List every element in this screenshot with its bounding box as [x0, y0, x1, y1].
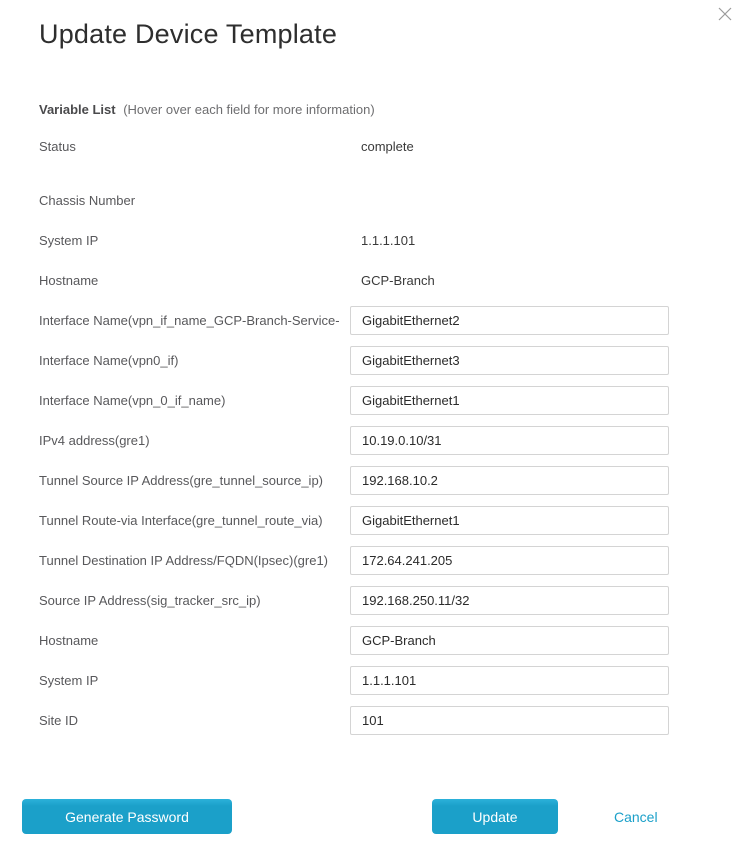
field-input-ipv4-address-gre1[interactable] [350, 426, 669, 455]
field-value-col [350, 666, 669, 695]
field-label-vpn-if-name: Interface Name(vpn_if_name_GCP-Branch-Service- [39, 312, 340, 328]
field-value-col [350, 426, 669, 455]
field-value-col [350, 706, 669, 735]
form-row-gre-tunnel-route-via [39, 500, 669, 540]
field-label-vpn0-if: Interface Name(vpn0_if) [39, 352, 179, 368]
field-input-hostname[interactable] [350, 626, 669, 655]
field-value-col [350, 273, 669, 288]
variable-list-heading: Variable List [39, 102, 116, 117]
form-row-vpn-if-name [39, 300, 669, 340]
field-label-sig-tracker-src-ip: Source IP Address(sig_tracker_src_ip) [39, 592, 261, 608]
form-row-tunnel-destination [39, 540, 669, 580]
dialog-footer [0, 799, 752, 834]
form-row-vpn0-if [39, 340, 669, 380]
form-row-gre-tunnel-source-ip [39, 460, 669, 500]
field-value-col [350, 626, 669, 655]
field-value-col [350, 306, 669, 335]
field-static-value-hostname-readonly: GCP-Branch [361, 272, 435, 288]
close-icon[interactable] [717, 6, 733, 22]
variable-list-header [39, 102, 375, 117]
field-label-chassis-number: Chassis Number [39, 192, 136, 208]
field-value-col [350, 546, 669, 575]
form-row-sig-tracker-src-ip [39, 580, 669, 620]
field-label-gre-tunnel-route-via: Tunnel Route-via Interface(gre_tunnel_route_via) [39, 512, 323, 528]
form-row-chassis-number [39, 180, 669, 220]
field-label-ipv4-address-gre1: IPv4 address(gre1) [39, 432, 150, 448]
field-label-tunnel-destination: Tunnel Destination IP Address/FQDN(Ipsec)(gre1) [39, 552, 329, 568]
generate-password-button[interactable]: Generate Password [22, 799, 232, 834]
field-input-gre-tunnel-source-ip[interactable] [350, 466, 669, 495]
field-input-sig-tracker-src-ip[interactable] [350, 586, 669, 615]
field-input-system-ip[interactable] [350, 666, 669, 695]
field-label-gre-tunnel-source-ip: Tunnel Source IP Address(gre_tunnel_source_ip) [39, 472, 324, 488]
form-row-site-id [39, 700, 669, 740]
field-value-col [350, 346, 669, 375]
field-input-site-id[interactable] [350, 706, 669, 735]
field-value-col [350, 386, 669, 415]
form-row-system-ip [39, 660, 669, 700]
field-static-value-system-ip-readonly: 1.1.1.101 [361, 232, 416, 248]
field-input-vpn-if-name[interactable] [350, 306, 669, 335]
variable-list-form [39, 126, 669, 740]
field-label-site-id: Site ID [39, 712, 79, 728]
field-input-gre-tunnel-route-via[interactable] [350, 506, 669, 535]
field-value-col [350, 506, 669, 535]
form-row-vpn-0-if-name [39, 380, 669, 420]
dialog-title: Update Device Template [39, 19, 338, 49]
field-value-col [350, 233, 669, 248]
field-label-hostname-readonly: Hostname [39, 272, 99, 288]
field-value-col [350, 466, 669, 495]
field-label-system-ip-readonly: System IP [39, 232, 99, 248]
field-label-system-ip: System IP [39, 672, 99, 688]
form-row-status [39, 126, 669, 166]
cancel-link[interactable]: Cancel [614, 808, 658, 825]
form-row-system-ip-readonly [39, 220, 669, 260]
field-label-status: Status [39, 138, 76, 154]
variable-list-hint: (Hover over each field for more information) [123, 102, 375, 117]
field-input-vpn0-if[interactable] [350, 346, 669, 375]
field-input-vpn-0-if-name[interactable] [350, 386, 669, 415]
form-row-hostname-readonly [39, 260, 669, 300]
update-button[interactable]: Update [432, 799, 558, 834]
form-row-hostname [39, 620, 669, 660]
form-row-ipv4-address-gre1 [39, 420, 669, 460]
field-label-hostname: Hostname [39, 632, 99, 648]
field-static-value-status: complete [361, 138, 414, 154]
field-value-col [350, 586, 669, 615]
field-label-vpn-0-if-name: Interface Name(vpn_0_if_name) [39, 392, 226, 408]
field-input-tunnel-destination[interactable] [350, 546, 669, 575]
field-value-col [350, 139, 669, 154]
